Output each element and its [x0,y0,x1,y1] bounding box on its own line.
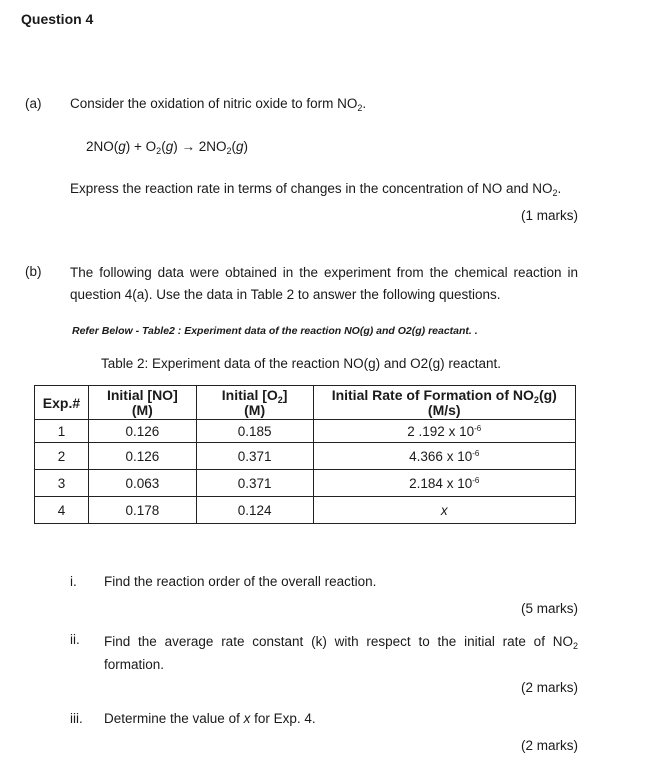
question-i-text: Find the reaction order of the overall reaction. [104,574,377,589]
cell-exp: 3 [35,470,89,497]
refer-note: Refer Below - Table2 : Experiment data of the reaction NO(g) and O2(g) reactant. . [72,325,478,337]
cell-rate: 2 .192 x $10^{-6}$ [313,420,575,443]
question-iii-number: iii. [70,711,83,726]
part-a-label: (a) [25,96,42,111]
part-b-intro: The following data were obtained in the experiment from the chemical reaction in question 4(a). Use the data in Table 2 to answer the following questions. [70,265,578,302]
reaction-equation: $2NO(g) + O_2(g) \to 2NO_2(g)$ [86,139,248,156]
cell-exp: 1 [35,420,89,443]
table-caption: Table 2: Experiment data of the reaction NO(g) and O2(g) reactant. [101,356,501,371]
cell-o2: 0.371 [196,443,313,470]
cell-o2: 0.124 [196,497,313,524]
table-row [35,420,576,443]
cell-rate: 4.366 x $10^{-6}$ [313,443,575,470]
header-initial-o2: Initial $[O_2]$ (M) [196,386,313,420]
cell-rate-unknown: x [313,497,575,524]
header-initial-no: Initial [NO] (M) [88,386,196,420]
header-initial-rate: Initial Rate of Formation of $NO_2(g)$ (M/s) [313,386,575,420]
cell-rate: 2.184 x $10^{-6}$ [313,470,575,497]
cell-no: 0.126 [88,443,196,470]
cell-no: 0.178 [88,497,196,524]
question-ii-text: Find the average rate constant (k) with respect to the initial rate of $NO_2$ formation. [104,634,578,672]
question-iii-text: Determine the value of x for Exp. 4. [104,711,316,726]
question-ii-number: ii. [70,632,80,647]
experiment-table [34,385,576,524]
table-row [35,497,576,524]
question-ii-marks: (2 marks) [521,680,578,695]
part-a-intro: Consider the oxidation of nitric oxide to form $NO_2$. [70,96,367,113]
header-exp: Exp.# [35,386,89,420]
part-a-task: Express the reaction rate in terms of changes in the concentration of NO and $NO_2$. [70,181,562,198]
cell-no: 0.126 [88,420,196,443]
table-row [35,470,576,497]
cell-exp: 2 [35,443,89,470]
table-header-row [35,386,576,420]
cell-no: 0.063 [88,470,196,497]
question-i-marks: (5 marks) [521,601,578,616]
cell-exp: 4 [35,497,89,524]
part-a-marks: (1 marks) [521,208,578,223]
question-i-number: i. [70,574,77,589]
part-b-label: (b) [25,264,42,279]
question-iii-marks: (2 marks) [521,738,578,753]
question-title: Question 4 [21,11,94,27]
table-row [35,443,576,470]
cell-o2: 0.371 [196,470,313,497]
cell-o2: 0.185 [196,420,313,443]
